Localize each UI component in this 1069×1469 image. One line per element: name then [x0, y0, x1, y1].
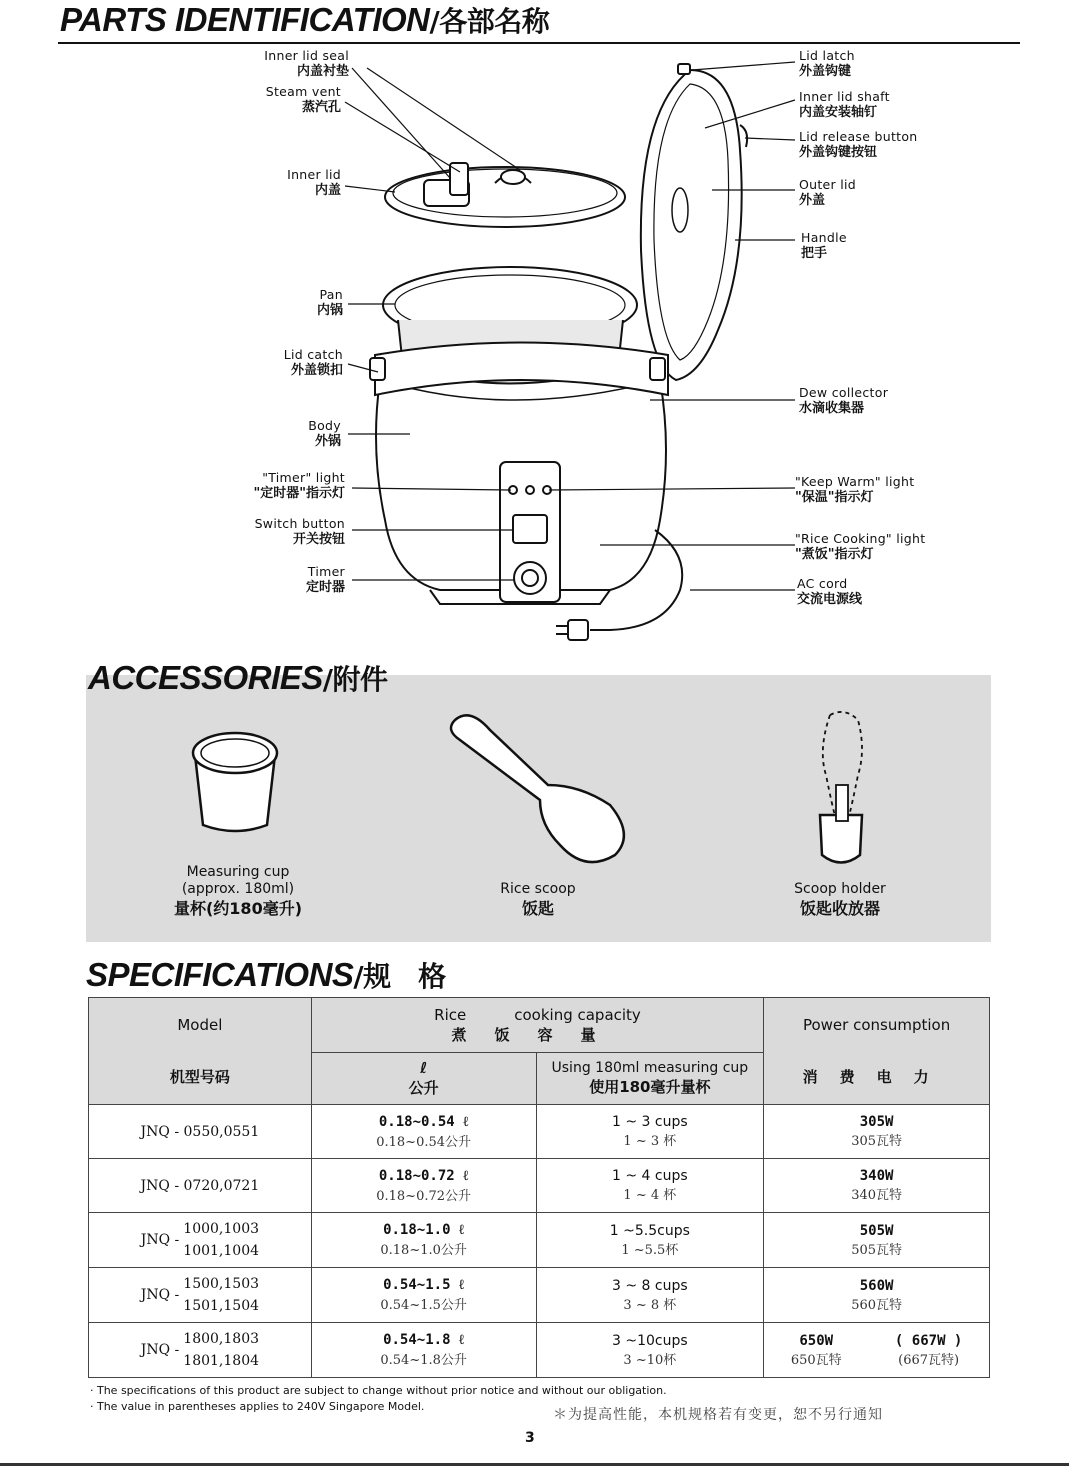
label-lid-latch: Lid latch 外盖钩键 [799, 48, 855, 79]
header-model: Model 机型号码 [89, 998, 312, 1105]
outer-lid-drawing [641, 70, 742, 380]
footnote-chinese: ＊为提高性能，本机规格若有变更，恕不另行通知 [553, 1407, 883, 1423]
label-rice-cooking-light: "Rice Cooking" light "煮饭"指示灯 [795, 531, 926, 562]
liter-cell: 0.18~0.54 ℓ 0.18~0.54公升 [311, 1105, 536, 1159]
accessory-rice-scoop: Rice scoop 饭匙 [500, 881, 576, 918]
label-outer-lid: Outer lid 外盖 [799, 177, 857, 208]
cups-cell: 1 ~5.5cups 1 ~5.5杯 [536, 1213, 764, 1268]
label-inner-lid: Inner lid 内盖 [287, 167, 341, 198]
model-cell: JNQ - 1800,1803 1801,1804 [89, 1323, 312, 1378]
label-switch-button: Switch button 开关按钮 [254, 516, 345, 547]
bottom-divider [0, 1463, 1069, 1466]
label-dew-collector: Dew collector 水滴收集器 [799, 385, 889, 416]
model-cell: JNQ - 1500,1503 1501,1504 [89, 1268, 312, 1323]
footnote-2: · The value in parentheses applies to 240V Singapore Model. [90, 1400, 425, 1413]
label-timer: Timer 定时器 [305, 564, 345, 595]
accessories-title: ACCESSORIES/附件 [88, 659, 388, 696]
model-cell: JNQ - 0720,0721 [89, 1159, 312, 1213]
label-steam-vent: Steam vent 蒸汽孔 [265, 84, 341, 115]
table-row [89, 1213, 990, 1268]
header-cup: Using 180ml measuring cup 使用180毫升量杯 [536, 1053, 764, 1105]
table-row [89, 1105, 990, 1159]
liter-cell: 0.54~1.5 ℓ 0.54~1.5公升 [311, 1268, 536, 1323]
model-cell: JNQ - 1000,1003 1001,1004 [89, 1213, 312, 1268]
table-row [89, 1323, 990, 1378]
header-capacity: Rice cooking capacity 煮饭容量 [311, 998, 763, 1053]
accessory-scoop-holder: Scoop holder 饭匙收放器 [794, 881, 886, 918]
power-cell: 650W 650瓦特 ( 667W ) (667瓦特) [764, 1323, 990, 1378]
cups-cell: 1 ~ 4 cups 1 ~ 4 杯 [536, 1159, 764, 1213]
liter-cell: 0.18~1.0 ℓ 0.18~1.0公升 [311, 1213, 536, 1268]
label-lid-catch: Lid catch 外盖锁扣 [283, 347, 343, 378]
liter-cell: 0.18~0.72 ℓ 0.18~0.72公升 [311, 1159, 536, 1213]
scoop-holder-icon [820, 712, 862, 863]
label-keep-warm-light: "Keep Warm" light "保温"指示灯 [795, 474, 915, 505]
cups-cell: 1 ~ 3 cups 1 ~ 3 杯 [536, 1105, 764, 1159]
rice-scoop-icon [451, 715, 624, 862]
label-ac-cord: AC cord 交流电源线 [797, 576, 863, 607]
table-row [89, 1268, 990, 1323]
power-cell: 340W 340瓦特 [764, 1159, 990, 1213]
parts-title-zh: /各部名称 [429, 5, 550, 38]
specifications-title: SPECIFICATIONS/规 格 [86, 956, 446, 993]
cups-cell: 3 ~10cups 3 ~10杯 [536, 1323, 764, 1378]
label-inner-lid-seal: Inner lid seal 内盖衬垫 [264, 48, 349, 79]
model-cell: JNQ - 0550,0551 [89, 1105, 312, 1159]
power-cell: 560W 560瓦特 [764, 1268, 990, 1323]
label-pan: Pan 内锅 [316, 287, 343, 318]
control-panel-drawing [500, 462, 560, 602]
liter-cell: 0.54~1.8 ℓ 0.54~1.8公升 [311, 1323, 536, 1378]
table-row [89, 1159, 990, 1213]
cups-cell: 3 ~ 8 cups 3 ~ 8 杯 [536, 1268, 764, 1323]
label-inner-lid-shaft: Inner lid shaft 内盖安装轴钉 [799, 89, 890, 120]
page-number: 3 [525, 1430, 535, 1446]
footnote-1: · The specifications of this product are subject to change without prior notice and without our obligation. [90, 1384, 667, 1397]
power-cell: 305W 305瓦特 [764, 1105, 990, 1159]
accessory-measuring-cup: Measuring cup (approx. 180ml) 量杯(约180毫升) [173, 864, 303, 918]
power-cell: 505W 505瓦特 [764, 1213, 990, 1268]
label-handle: Handle 把手 [801, 230, 847, 261]
label-body: Body 外锅 [308, 418, 341, 449]
header-power: Power consumption 消费电力 [764, 998, 990, 1105]
label-timer-light: "Timer" light "定时器"指示灯 [253, 470, 345, 501]
header-liter: ℓ 公升 [311, 1053, 536, 1105]
specifications-table [88, 997, 990, 1378]
label-lid-release-button: Lid release button 外盖钩键按钮 [799, 129, 918, 160]
parts-title-en: PARTS IDENTIFICATION [60, 1, 430, 38]
